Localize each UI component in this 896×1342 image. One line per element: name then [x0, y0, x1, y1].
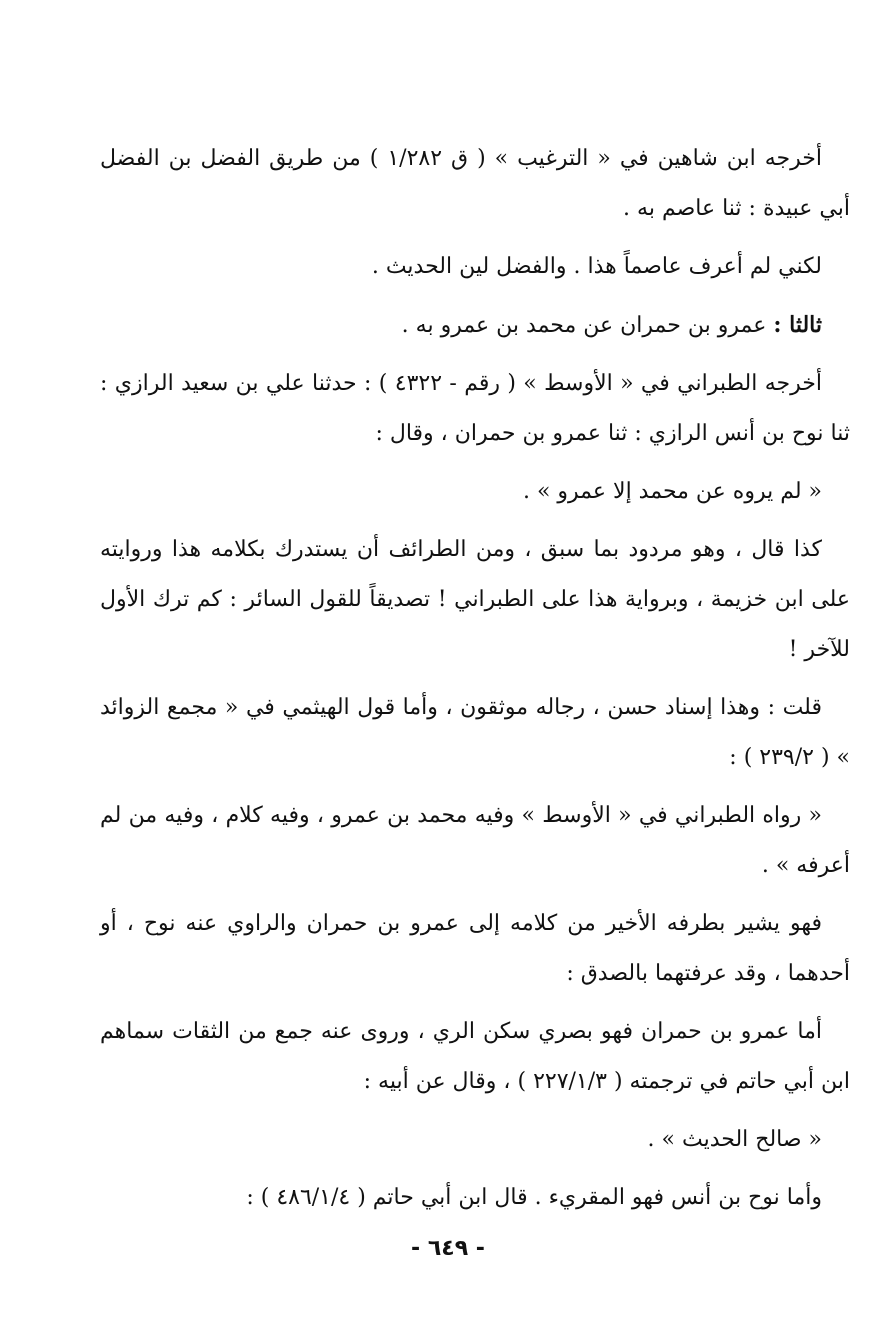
paragraph-text: أما عمرو بن حمران فهو بصري سكن الري ، وروى عنه جمع من الثقات سماهم ابن أبي حاتم في ترجمته ( ٢٢٧/١/٣ ) ، وقال عن أبيه : — [100, 1019, 850, 1094]
paragraph-lead: ثالثا : — [773, 312, 822, 338]
paragraph-text: « صالح الحديث » . — [647, 1127, 822, 1152]
paragraph-text: « لم يروه عن محمد إلا عمرو » . — [522, 479, 822, 504]
paragraph-text: « رواه الطبراني في « الأوسط » وفيه محمد بن عمرو ، وفيه كلام ، وفيه من لم أعرفه » . — [100, 803, 850, 878]
page-body — [100, 134, 850, 1231]
paragraph — [100, 899, 850, 999]
paragraph-text: فهو يشير بطرفه الأخير من كلامه إلى عمرو بن حمران والراوي عنه نوح ، أو أحدهما ، وقد عرفتهما بالصدق : — [100, 911, 850, 986]
paragraph — [100, 134, 850, 234]
paragraph-text: وأما نوح بن أنس فهو المقريء . قال ابن أبي حاتم ( ٤٨٦/١/٤ ) : — [246, 1185, 822, 1210]
paragraph-text: أخرجه الطبراني في « الأوسط » ( رقم - ٤٣٢٢ ) : حدثنا علي بن سعيد الرازي : ثنا نوح بن أنس الرازي : ثنا عمرو بن حمران ، وقال : — [100, 371, 850, 446]
paragraph-text: عمرو بن حمران عن محمد بن عمرو به . — [401, 313, 767, 338]
paragraph — [100, 359, 850, 459]
paragraph — [100, 242, 850, 292]
quoted-paragraph — [100, 791, 850, 891]
paragraph — [100, 525, 850, 675]
paragraph — [100, 1173, 850, 1223]
paragraph-lead: قلت : — [767, 695, 822, 720]
page-number: - ٦٤٩ - — [411, 1236, 485, 1261]
paragraph — [100, 300, 850, 351]
paragraph — [100, 683, 850, 783]
paragraph-text: وهذا إسناد حسن ، رجاله موثقون ، وأما قول الهيثمي في « مجمع الزوائد » ( ٢٣٩/٢ ) : — [100, 695, 850, 770]
paragraph-text: أخرجه ابن شاهين في « الترغيب » ( ق ١/٢٨٢ ) من طريق الفضل بن الفضل أبي عبيدة : ثنا عاصم به . — [100, 146, 850, 221]
paragraph-text: لكني لم أعرف عاصماً هذا . والفضل لين الحديث . — [371, 254, 822, 279]
paragraph-text: كذا قال ، وهو مردود بما سبق ، ومن الطرائف أن يستدرك بكلامه هذا وروايته على ابن خزيمة ، وبرواية هذا على الطبراني ! تصديقاً للقول السائر : كم ترك الأول للآخر ! — [100, 537, 850, 662]
paragraph — [100, 1007, 850, 1107]
quoted-paragraph — [100, 467, 850, 517]
quoted-paragraph — [100, 1115, 850, 1165]
